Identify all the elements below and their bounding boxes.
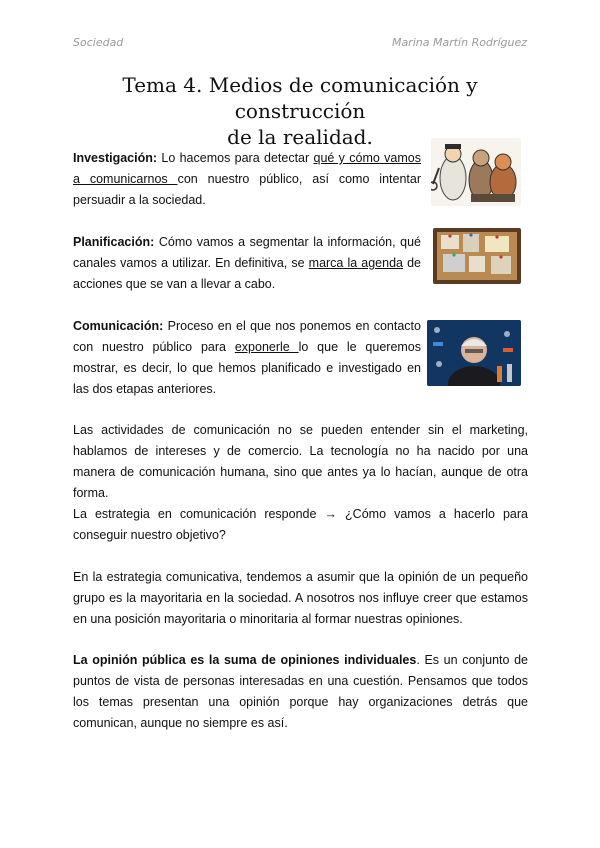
planificacion-text-2: de acciones que se van a llevar a cabo. — [73, 256, 421, 291]
header-subject: Sociedad — [73, 36, 124, 49]
comunicacion-underlined: exponerle — [234, 340, 299, 354]
cartoon-investigators-image — [431, 138, 521, 206]
paragraph-planificacion — [73, 232, 421, 295]
term-investigacion: Investigación: — [73, 151, 158, 165]
planificacion-text-1: Cómo vamos a segmentar la información, qué canales vamos a utilizar. En definitiva, se — [73, 235, 421, 270]
investigacion-text-2: con nuestro público, así como intentar persuadir a la sociedad. — [73, 172, 422, 207]
header-author: Marina Martín Rodríguez — [391, 36, 527, 49]
paragraph-opinion: En la estrategia comunicativa, tendemos a asumir que la opinión de un pequeño grupo es la mayoritaria en la sociedad. A nosotros nos influye creer que estamos en una posición mayoritaria o minoritaria al formar nuestras opiniones. — [73, 570, 528, 626]
investigacion-underlined: qué y cómo vamos a comunicarnos — [73, 151, 421, 186]
paragraph-opinion-publica — [73, 650, 528, 734]
term-planificacion: Planificación: — [73, 235, 155, 249]
paragraph-estrategia: La estrategia en comunicación responde → ¿Cómo vamos a hacerlo para conseguir nuestro objetivo? — [73, 507, 528, 542]
term-comunicacion: Comunicación: — [73, 319, 164, 333]
paragraph-marketing: Las actividades de comunicación no se pueden entender sin el marketing, hablamos de intereses y de comercio. La tecnología no ha nacido por una manera de comunicación humana, sino que antes ya lo hacían, aunque de otra forma. — [73, 423, 528, 500]
title-line-2: de la realidad. — [227, 125, 373, 149]
comunicacion-text-1: Proceso en el que nos ponemos en contacto con nuestro público para — [73, 319, 421, 354]
corkboard-image — [433, 228, 521, 284]
press-conference-photo — [427, 320, 521, 386]
title-line-1: Tema 4. Medios de comunicación y construcción — [122, 73, 478, 123]
paragraph-investigacion — [73, 148, 421, 211]
page-header — [73, 36, 527, 52]
opinion-publica-text: . Es un conjunto de puntos de vista de personas interesadas en una cuestión. Pensamos que todos los temas presentan una opinión porque hay organizaciones detrás que comunican, aunque no siempre es así. — [73, 653, 528, 730]
paragraph-comunicacion — [73, 316, 421, 400]
opinion-publica-definition: La opinión pública es la suma de opiniones individuales — [73, 653, 417, 667]
investigacion-text-1: Lo hacemos para detectar — [157, 151, 314, 165]
planificacion-underlined: marca la agenda — [308, 256, 403, 270]
comunicacion-text-2: lo que le queremos mostrar, es decir, lo que hemos planificado e investigado en las dos etapas anteriores. — [73, 340, 422, 396]
